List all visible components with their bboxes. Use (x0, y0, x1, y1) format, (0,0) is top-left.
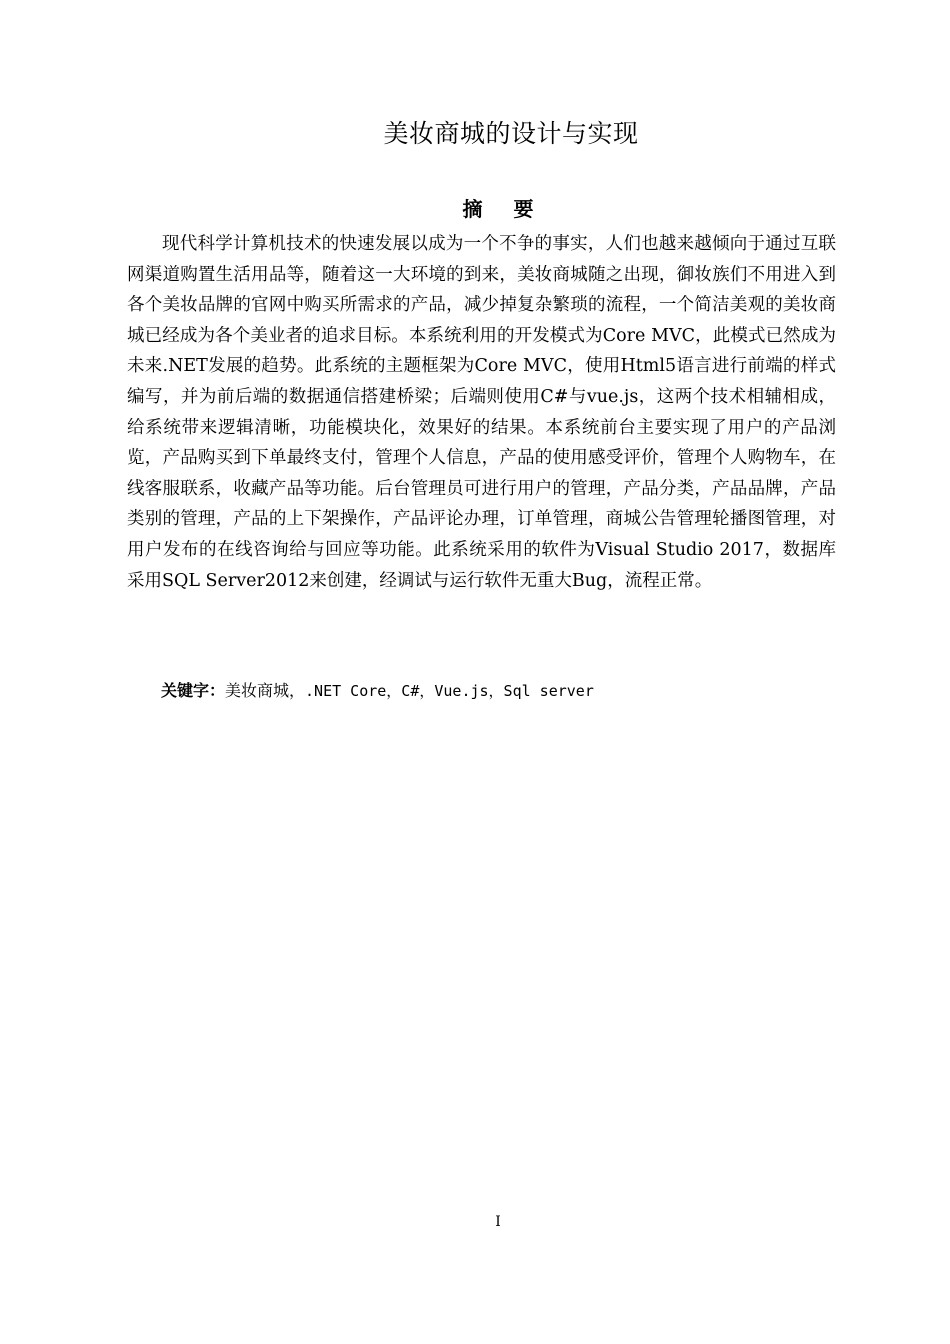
keywords-line (161, 676, 861, 706)
keywords-label: 关键字： (161, 681, 226, 700)
page-number: I (495, 1214, 501, 1230)
document-title: 美妆商城的设计与实现 (383, 119, 639, 148)
keywords-first: 美妆商城， (225, 681, 306, 700)
abstract-body: 现代科学计算机技术的快速发展以成为一个不争的事实，人们也越来越倾向于通过互联网渠道购置生活用品等，随着这一大环境的到来，美妆商城随之出现，御妆族们不用进入到各个美妆品牌的官网中购买所需求的产品，减少掉复杂繁琐的流程，一个简洁美观的美妆商城已经成为各个美业者的追求目标。本系统利用的开发模式为Core MVC，此模式已然成为未来.NET发展的趋势。此系统的主题框架为Core MVC，使用Html5语言进行前端的样式编写，并为前后端的数据通信搭建桥梁；后端则使用C#与vue.js，这两个技术相辅相成，给系统带来逻辑清晰，功能模块化，效果好的结果。本系统前台主要实现了用户的产品浏览，产品购买到下单最终支付，管理个人信息，产品的使用感受评价，管理个人购物车，在线客服联系，收藏产品等功能。后台管理员可进行用户的管理，产品分类，产品品牌，产品类别的管理，产品的上下架操作，产品评论办理，订单管理，商城公告管理轮播图管理，对用户发布的在线咨询给与回应等功能。此系统采用的软件为Visual Studio 2017，数据库采用SQL Server2012来创建，经调试与运行软件无重大Bug，流程正常。 (127, 234, 836, 591)
keywords-rest: .NET Core，C#，Vue.js，Sql server (305, 682, 594, 700)
abstract-heading: 摘 要 (462, 197, 546, 221)
